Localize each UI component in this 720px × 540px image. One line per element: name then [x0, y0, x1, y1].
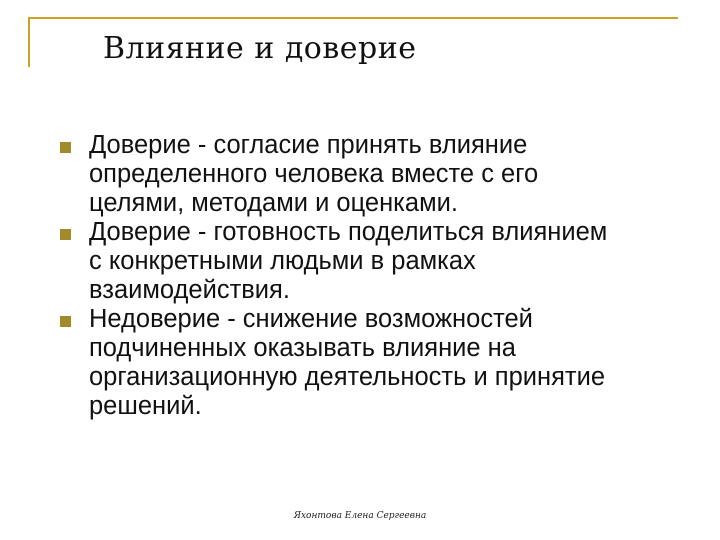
frame-left-line — [28, 17, 30, 67]
bullet-line: Доверие - готовность поделиться влиянием — [89, 218, 608, 246]
bullet-item-3 — [58, 305, 708, 421]
bullet-line: подчиненных оказывать влияние на — [89, 334, 516, 362]
bullet-line: организационную деятельность и принятие — [89, 363, 606, 391]
bullet-line: определенного человека вместе с его — [89, 160, 539, 188]
slide-title: Влияние и доверие — [103, 31, 417, 66]
footer-author: Яхонтова Елена Сергеевна — [293, 511, 427, 521]
bullet-line: взаимодействия. — [89, 276, 290, 304]
bullet-list — [58, 131, 708, 421]
bullet-line: с конкретными людьми в рамках — [89, 247, 476, 275]
bullet-line: целями, методами и оценками. — [89, 189, 458, 217]
square-bullet-icon — [60, 316, 71, 327]
bullet-item-1 — [58, 131, 708, 218]
bullet-item-2 — [58, 218, 708, 305]
square-bullet-icon — [60, 142, 71, 153]
bullet-line: решений. — [89, 392, 202, 420]
square-bullet-icon — [60, 229, 71, 240]
frame-top-line — [28, 17, 678, 19]
bullet-line: Доверие - согласие принять влияние — [89, 131, 528, 159]
bullet-line: Недоверие - снижение возможностей — [89, 305, 533, 333]
